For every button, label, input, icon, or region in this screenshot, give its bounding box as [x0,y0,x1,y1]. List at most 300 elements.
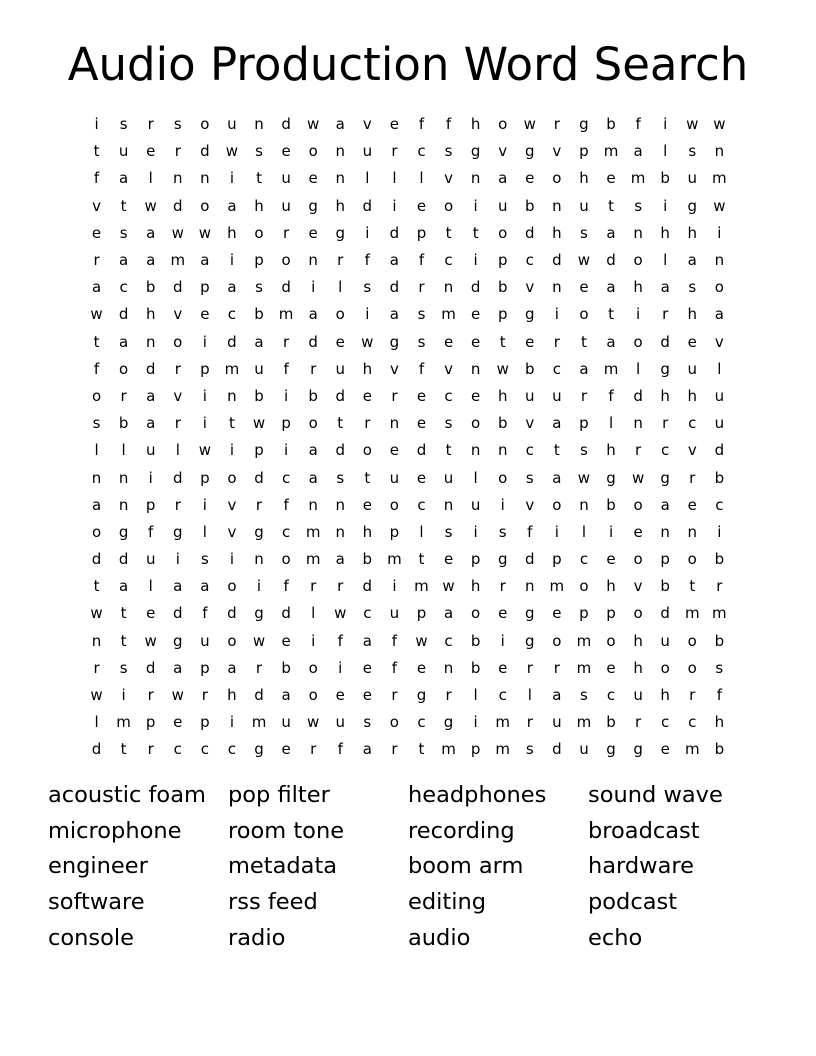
grid-letter: u [552,386,562,405]
grid-letter: d [173,468,183,487]
grid-letter: t [689,577,696,596]
grid-letter: l [527,686,532,705]
grid-letter: d [145,658,156,677]
grid-letter: s [363,713,372,732]
grid-letter: o [687,631,697,650]
grid-letter: n [470,441,481,460]
grid-letter: v [444,169,453,188]
grid-letter: c [227,305,237,324]
grid-letter: f [337,631,343,650]
grid-letter: a [606,223,616,242]
grid-letter: e [687,332,697,351]
grid-letter: p [497,305,508,324]
grid-letter: t [120,604,127,623]
grid-letter: n [443,278,454,297]
grid-letter: d [362,577,373,596]
grid-letter: v [714,332,724,351]
grid-letter: r [553,332,560,351]
grid-letter: v [633,577,643,596]
grid-letter: a [119,251,129,270]
grid-letter: a [606,332,616,351]
grid-letter: o [200,115,210,134]
grid-letter: g [606,740,616,759]
grid-letter: w [415,631,428,650]
grid-letter: i [311,631,316,650]
grid-letter: g [525,142,535,161]
grid-letter: m [305,522,321,541]
grid-letter: g [389,332,400,351]
grid-letter: i [365,305,370,324]
grid-letter: o [281,550,291,569]
grid-letter: l [365,169,370,188]
grid-letter: m [278,305,294,324]
grid-letter: e [525,169,535,188]
grid-letter: r [283,332,290,351]
grid-letter: h [227,223,237,242]
grid-letter: r [310,359,317,378]
grid-letter: l [419,522,424,541]
grid-row [83,600,733,627]
grid-letter: s [417,332,426,351]
grid-letter: w [144,631,157,650]
grid-letter: h [470,115,481,134]
grid-letter: g [308,196,318,215]
word-bank-item: acoustic foam [48,782,206,808]
grid-letter: n [335,142,345,161]
grid-letter: a [91,278,102,297]
grid-letter: o [633,604,643,623]
grid-letter: i [94,115,99,134]
grid-row [83,410,733,437]
grid-letter: f [337,740,343,759]
grid-letter: i [473,196,478,215]
grid-letter: i [175,550,180,569]
grid-letter: p [200,359,210,378]
grid-letter: a [362,631,372,650]
grid-letter: i [608,522,614,541]
grid-row [83,247,733,274]
grid-letter: p [281,414,291,433]
grid-letter: g [173,522,183,541]
grid-letter: l [419,169,424,188]
grid-letter: m [414,577,429,596]
grid-letter: f [608,386,614,405]
grid-letter: r [391,686,398,705]
grid-letter: p [416,223,427,242]
grid-letter: m [387,550,402,569]
grid-letter: a [119,332,129,351]
grid-letter: i [392,196,397,215]
grid-letter: h [660,223,670,242]
grid-letter: r [445,686,452,705]
grid-letter: i [229,251,235,270]
grid-row [83,709,733,736]
grid-letter: d [91,740,102,759]
grid-letter: s [173,115,182,134]
grid-letter: l [608,414,614,433]
grid-letter: r [120,386,127,405]
grid-letter: p [579,604,589,623]
grid-letter: l [636,359,641,378]
grid-letter: i [473,522,478,541]
word-bank-item: metadata [228,853,338,880]
grid-letter: t [418,550,425,569]
grid-letter: u [118,142,129,161]
word-bank [48,778,778,956]
grid-letter: h [362,522,373,541]
grid-letter: o [633,550,643,569]
grid-letter: e [416,196,427,215]
grid-letter: g [579,115,589,134]
grid-letter: n [200,169,210,188]
grid-letter: g [633,740,643,759]
grid-letter: t [120,740,127,759]
grid-row [83,573,733,600]
grid-letter: n [470,169,481,188]
grid-letter: a [227,658,237,677]
grid-letter: s [336,468,345,487]
grid-row [83,655,733,682]
grid-letter: b [525,196,535,215]
grid-letter: n [91,468,102,487]
word-bank-item: audio [408,924,471,951]
grid-letter: e [579,278,589,297]
grid-letter: e [281,631,291,650]
grid-letter: u [497,196,508,215]
grid-letter: d [660,332,670,351]
grid-letter: o [471,604,481,623]
grid-letter: h [254,196,264,215]
grid-letter: e [416,468,427,487]
grid-letter: e [633,522,643,541]
grid-letter: c [200,740,209,759]
grid-letter: c [715,495,724,514]
grid-letter: l [94,441,99,460]
grid-letter: r [174,359,181,378]
grid-letter: d [416,441,427,460]
grid-letter: c [173,740,182,759]
grid-letter: u [552,713,562,732]
grid-letter: o [579,577,589,596]
grid-letter: i [554,305,559,324]
grid-letter: n [552,278,562,297]
grid-letter: n [470,359,481,378]
grid-letter: a [173,577,183,596]
grid-letter: r [391,740,398,759]
grid-letter: s [363,278,372,297]
grid-row [83,274,733,301]
grid-letter: a [308,305,318,324]
grid-letter: i [256,577,262,596]
grid-letter: r [391,386,398,405]
grid-letter: e [281,142,291,161]
grid-letter: f [148,522,154,541]
grid-letter: n [525,577,535,596]
grid-letter: u [579,196,589,215]
grid-letter: r [662,414,669,433]
grid-letter: d [173,278,183,297]
grid-letter: m [441,305,456,324]
grid-letter: b [470,631,481,650]
grid-letter: e [606,658,616,677]
grid-letter: b [497,278,508,297]
grid-letter: d [200,142,210,161]
grid-letter: o [633,332,643,351]
grid-letter: n [443,658,454,677]
grid-letter: t [499,332,506,351]
grid-letter: a [91,495,102,514]
grid-letter: u [443,468,454,487]
grid-letter: s [92,414,101,433]
grid-letter: u [714,386,725,405]
grid-letter: g [254,740,264,759]
grid-letter: m [305,550,321,569]
grid-letter: o [552,169,562,188]
grid-letter: i [636,305,641,324]
grid-letter: o [91,522,102,541]
grid-letter: s [119,658,128,677]
grid-letter: g [443,713,454,732]
grid-letter: e [335,686,345,705]
grid-letter: t [472,223,479,242]
grid-letter: o [443,196,454,215]
grid-letter: a [335,115,345,134]
grid-letter: b [714,631,725,650]
grid-letter: r [174,414,181,433]
grid-letter: c [498,686,507,705]
grid-letter: r [310,577,317,596]
grid-letter: v [444,359,453,378]
grid-row [83,682,733,709]
grid-letter: g [660,359,670,378]
grid-letter: i [202,414,207,433]
grid-letter: o [173,332,183,351]
grid-letter: e [471,386,481,405]
grid-letter: h [633,278,643,297]
grid-letter: a [200,251,210,270]
grid-letter: a [606,278,616,297]
grid-letter: n [389,414,400,433]
grid-letter: d [227,332,237,351]
grid-letter: b [714,740,725,759]
grid-letter: h [606,441,616,460]
grid-letter: n [335,495,345,514]
grid-letter: h [660,686,670,705]
grid-letter: l [94,713,99,732]
grid-letter: u [687,359,698,378]
grid-letter: o [389,495,399,514]
grid-letter: d [525,550,535,569]
grid-letter: h [335,196,345,215]
grid-letter: m [603,142,619,161]
grid-letter: o [227,468,237,487]
grid-letter: s [525,468,534,487]
grid-letter: p [200,278,210,297]
grid-letter: w [198,441,211,460]
grid-letter: r [526,658,533,677]
grid-letter: a [362,740,372,759]
grid-letter: i [229,441,235,460]
grid-letter: n [687,522,698,541]
grid-letter: r [283,223,290,242]
grid-letter: m [684,604,700,623]
grid-letter: v [227,495,237,514]
grid-letter: t [445,441,452,460]
grid-letter: w [631,468,645,487]
grid-letter: s [255,278,263,297]
grid-letter: r [635,713,642,732]
grid-letter: h [660,386,670,405]
grid-letter: w [225,142,239,161]
grid-letter: o [335,305,345,324]
grid-letter: a [335,550,345,569]
grid-letter: t [364,468,371,487]
grid-letter: o [498,223,508,242]
grid-letter: d [91,550,102,569]
grid-letter: e [281,740,291,759]
grid-letter: r [662,305,669,324]
grid-letter: b [606,115,616,134]
grid-letter: g [660,468,670,487]
grid-row [83,736,733,763]
grid-letter: e [416,386,427,405]
grid-letter: o [633,251,643,270]
grid-letter: m [495,740,511,759]
grid-letter: v [525,278,535,297]
grid-letter: i [311,278,316,297]
grid-letter: a [660,278,670,297]
grid-letter: g [497,550,508,569]
grid-letter: g [525,631,535,650]
grid-letter: p [416,604,427,623]
grid-letter: r [147,115,154,134]
grid-letter: r [255,495,263,514]
grid-letter: u [633,686,643,705]
grid-letter: u [389,604,400,623]
grid-letter: a [498,169,508,188]
grid-row [83,220,733,247]
grid-letter: o [687,658,697,677]
grid-letter: u [362,142,373,161]
grid-letter: d [281,115,291,134]
word-bank-item: software [48,889,145,916]
grid-letter: o [308,658,318,677]
grid-letter: v [525,495,535,514]
grid-letter: u [281,196,291,215]
grid-letter: p [145,713,156,732]
grid-letter: a [579,359,589,378]
grid-letter: m [712,604,727,623]
grid-letter: o [389,713,399,732]
grid-letter: r [418,278,425,297]
grid-letter: i [229,169,235,188]
grid-letter: e [200,305,210,324]
grid-letter: e [389,441,400,460]
grid-letter: a [146,223,156,242]
grid-letter: l [311,604,316,623]
grid-letter: w [252,631,266,650]
grid-letter: o [498,468,508,487]
grid-letter: d [281,604,291,623]
grid-letter: l [392,169,397,188]
grid-letter: e [91,223,102,242]
grid-letter: v [389,359,399,378]
grid-letter: l [473,468,478,487]
grid-letter: h [687,305,698,324]
grid-letter: u [335,713,345,732]
grid-letter: w [307,115,320,134]
grid-letter: t [228,414,235,433]
grid-letter: w [713,115,726,134]
letter-grid [83,111,733,764]
grid-letter: w [577,468,591,487]
grid-letter: i [202,386,207,405]
grid-letter: b [470,658,481,677]
grid-letter: w [442,577,455,596]
grid-letter: g [118,522,129,541]
grid-letter: n [633,223,643,242]
grid-letter: a [146,251,156,270]
grid-letter: l [338,278,343,297]
grid-letter: f [283,359,289,378]
word-bank-item: hardware [588,853,694,880]
grid-letter: h [362,359,373,378]
grid-letter: f [202,604,208,623]
grid-letter: s [444,142,453,161]
word-bank-item: recording [408,817,515,844]
grid-letter: c [525,441,534,460]
grid-letter: g [470,142,481,161]
grid-letter: c [661,713,670,732]
grid-letter: i [392,577,397,596]
grid-letter: h [714,713,725,732]
grid-letter: e [606,169,616,188]
grid-letter: a [552,468,562,487]
grid-letter: d [118,305,129,324]
grid-letter: o [308,142,318,161]
grid-letter: e [443,550,454,569]
grid-letter: b [254,386,264,405]
grid-letter: m [576,713,592,732]
grid-letter: v [362,115,372,134]
grid-letter: t [256,169,262,188]
grid-letter: f [527,522,533,541]
grid-letter: r [553,115,560,134]
grid-letter: h [687,223,698,242]
grid-letter: f [283,577,289,596]
word-bank-item: room tone [228,817,345,844]
grid-row [83,492,733,519]
grid-letter: a [633,142,643,161]
grid-letter: s [444,522,453,541]
grid-letter: i [663,196,668,215]
grid-letter: c [688,414,697,433]
grid-letter: c [579,550,589,569]
grid-letter: l [148,169,153,188]
grid-letter: s [498,522,507,541]
grid-letter: c [281,522,291,541]
grid-letter: d [606,251,616,270]
grid-letter: o [606,631,616,650]
grid-letter: o [119,359,129,378]
grid-letter: t [337,414,344,433]
grid-letter: p [470,740,481,759]
grid-letter: e [389,115,400,134]
grid-letter: a [552,686,562,705]
word-bank-item: radio [228,924,286,951]
grid-letter: a [660,495,670,514]
grid-letter: o [660,658,670,677]
